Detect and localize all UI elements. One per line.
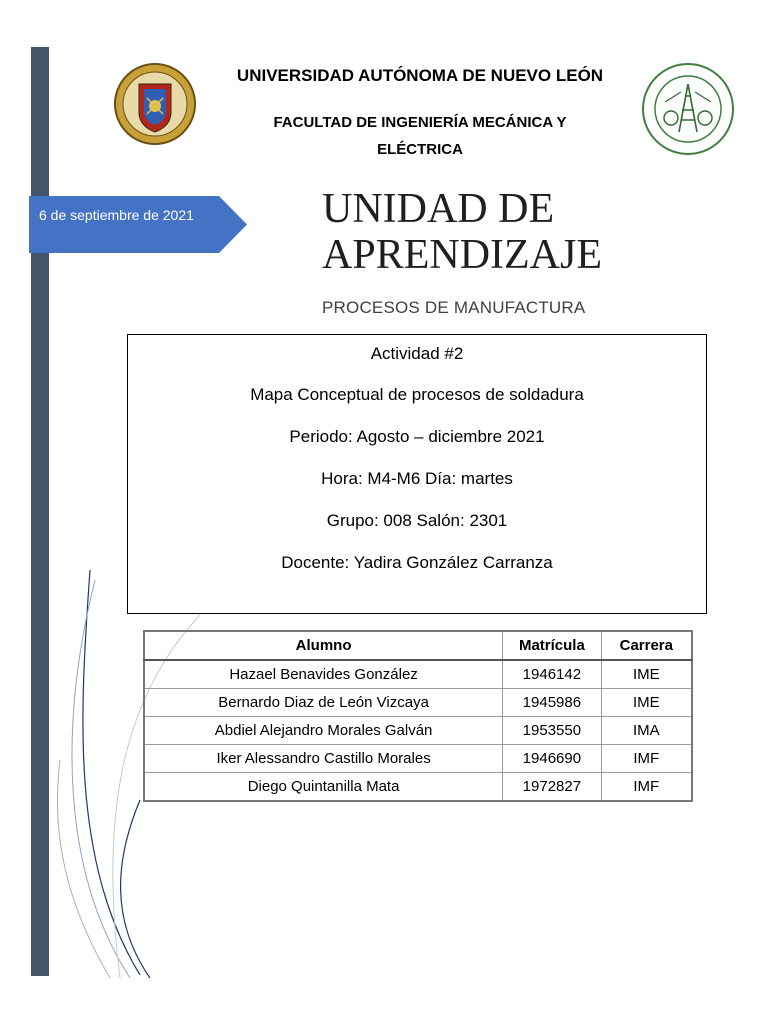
header-carrera: Carrera xyxy=(601,631,692,660)
students-table xyxy=(143,630,693,802)
activity-number: Actividad #2 xyxy=(370,344,464,363)
header-alumno: Alumno xyxy=(144,631,503,660)
student-program: IME xyxy=(601,660,692,689)
activity-info-box xyxy=(127,334,707,614)
header-matricula: Matrícula xyxy=(503,631,601,660)
date-tab xyxy=(29,196,247,253)
document-title xyxy=(322,186,602,278)
table-row xyxy=(144,660,692,689)
student-name: Abdiel Alejandro Morales Galván xyxy=(144,717,503,745)
students-table-wrapper xyxy=(143,630,693,802)
student-id: 1946142 xyxy=(503,660,601,689)
activity-teacher: Docente: Yadira González Carranza xyxy=(281,553,553,572)
faculty-line-1: FACULTAD DE INGENIERÍA MECÁNICA Y xyxy=(273,114,567,131)
activity-group: Grupo: 008 Salón: 2301 xyxy=(326,511,508,530)
student-name: Diego Quintanilla Mata xyxy=(144,773,503,802)
student-program: IMF xyxy=(601,745,692,773)
student-name: Bernardo Diaz de León Vizcaya xyxy=(144,689,503,717)
student-name: Hazael Benavides González xyxy=(144,660,503,689)
title-line-1: UNIDAD DE xyxy=(322,186,555,232)
student-program: IMF xyxy=(601,773,692,802)
table-row xyxy=(144,745,692,773)
student-id: 1953550 xyxy=(503,717,601,745)
student-id: 1945986 xyxy=(503,689,601,717)
table-row xyxy=(144,689,692,717)
student-id: 1972827 xyxy=(503,773,601,802)
student-name: Iker Alessandro Castillo Morales xyxy=(144,745,503,773)
table-header-row xyxy=(144,631,692,660)
faculty-name xyxy=(210,109,630,163)
activity-topic: Mapa Conceptual de procesos de soldadura xyxy=(250,385,584,404)
activity-period: Periodo: Agosto – diciembre 2021 xyxy=(289,427,545,446)
university-name: UNIVERSIDAD AUTÓNOMA DE NUEVO LEÓN xyxy=(236,66,604,85)
date-text: 6 de septiembre de 2021 xyxy=(39,207,194,223)
student-program: IME xyxy=(601,689,692,717)
faculty-line-2: ELÉCTRICA xyxy=(377,141,463,158)
title-line-2: APRENDIZAJE xyxy=(322,232,602,278)
student-id: 1946690 xyxy=(503,745,601,773)
student-program: IMA xyxy=(601,717,692,745)
course-subtitle: PROCESOS DE MANUFACTURA xyxy=(322,298,586,317)
table-row xyxy=(144,773,692,802)
table-row xyxy=(144,717,692,745)
activity-schedule: Hora: M4-M6 Día: martes xyxy=(321,469,513,488)
